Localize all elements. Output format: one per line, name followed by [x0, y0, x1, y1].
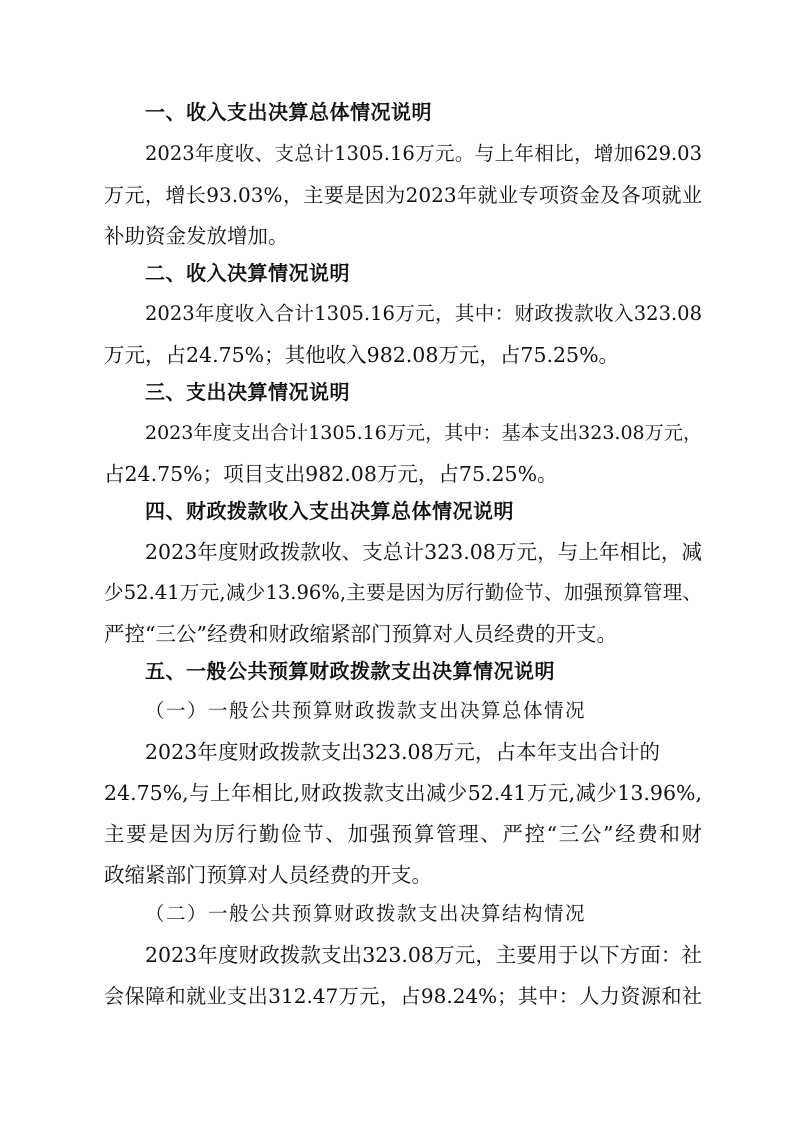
paragraph-line: 2023年度财政拨款支出323.08万元，占本年支出合计的 [145, 740, 660, 764]
section-heading-5: 五、一般公共预算财政拨款支出决算情况说明 [145, 659, 555, 683]
paragraph-line: 2023年度财政拨款支出323.08万元，主要用于以下方面：社 [145, 943, 702, 967]
paragraph-line: 2023年度财政拨款收、支总计323.08万元，与上年相比，减 [145, 540, 702, 564]
section-heading-4: 四、财政拨款收入支出决算总体情况说明 [145, 499, 514, 523]
paragraph-line: 主要是因为厉行勤俭节、加强预算管理、严控“三公”经费和财 [104, 822, 702, 846]
paragraph-line: 万元，增长93.03%，主要是因为2023年就业专项资金及各项就业 [104, 183, 702, 207]
paragraph-line: 少52.41万元,减少13.96%,主要是因为厉行勤俭节、加强预算管理、 [104, 581, 702, 604]
subsection-heading-2: （二）一般公共预算财政拨款支出决算结构情况 [145, 902, 587, 925]
paragraph-line: 补助资金发放增加。 [104, 224, 289, 248]
paragraph-line: 24.75%,与上年相比,财政拨款支出减少52.41万元,减少13.96%, [104, 781, 702, 805]
paragraph-line: 2023年度支出合计1305.16万元，其中：基本支出323.08万元， [145, 422, 702, 444]
paragraph-line: 万元，占24.75%；其他收入982.08万元，占75.25%。 [104, 343, 620, 367]
section-heading-2: 二、收入决算情况说明 [145, 261, 350, 285]
paragraph-line: 占24.75%；项目支出982.08万元，占75.25%。 [104, 462, 558, 486]
section-heading-1: 一、收入支出决算总体情况说明 [145, 100, 432, 124]
paragraph-line: 政缩紧部门预算对人员经费的开支。 [104, 863, 432, 887]
section-heading-3: 三、支出决算情况说明 [145, 380, 350, 404]
paragraph-line: 2023年度收入合计1305.16万元，其中：财政拨款收入323.08 [145, 302, 702, 325]
paragraph-line: 严控“三公”经费和财政缩紧部门预算对人员经费的开支。 [104, 622, 617, 646]
subsection-heading-1: （一）一般公共预算财政拨款支出决算总体情况 [145, 699, 587, 722]
paragraph-line: 2023年度收、支总计1305.16万元。与上年相比，增加629.03 [145, 142, 702, 165]
paragraph-line: 会保障和就业支出312.47万元，占98.24%；其中：人力资源和社 [104, 984, 702, 1008]
